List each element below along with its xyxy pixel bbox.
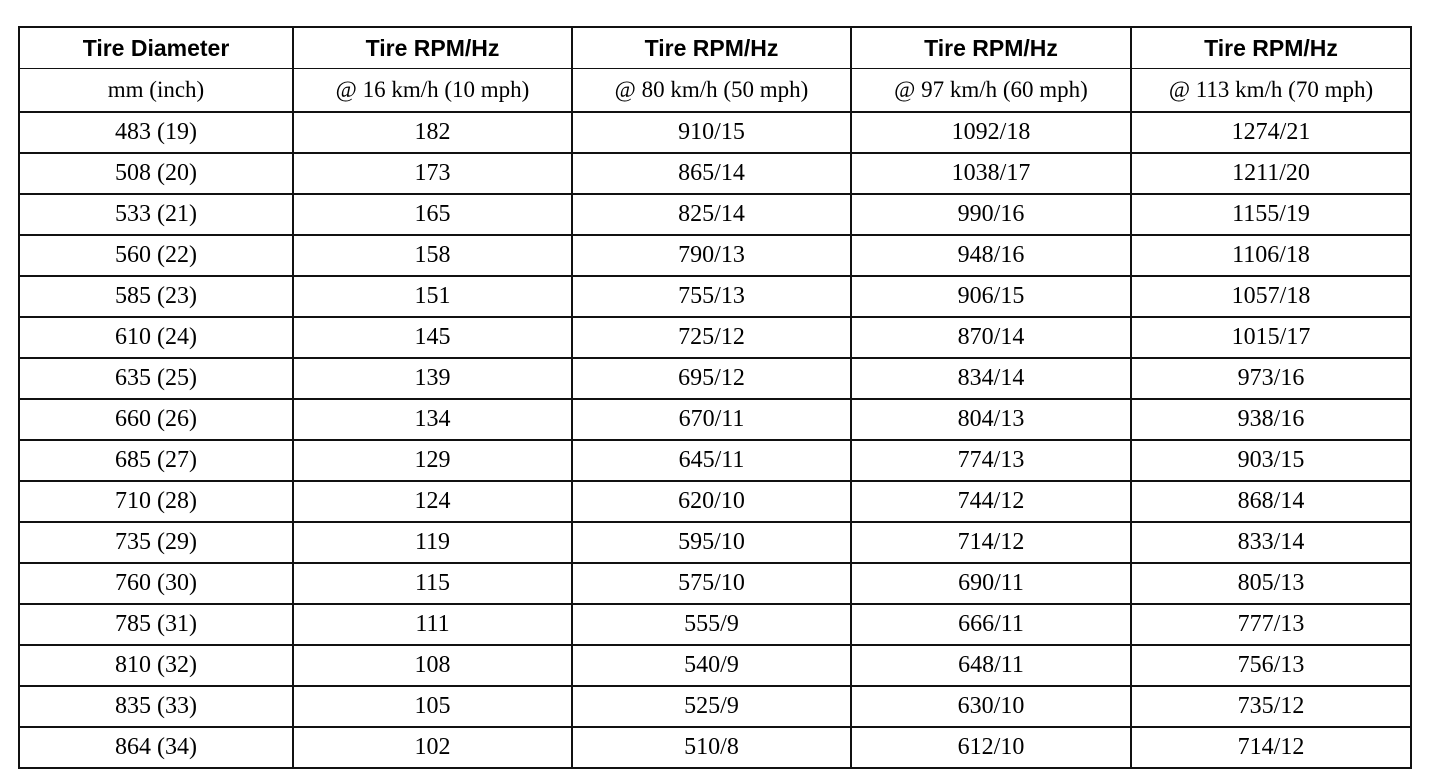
cell-rpm-113: 868/14: [1131, 481, 1411, 522]
cell-rpm-113: 1211/20: [1131, 153, 1411, 194]
cell-rpm-16: 182: [293, 112, 572, 153]
cell-rpm-16: 139: [293, 358, 572, 399]
cell-rpm-16: 158: [293, 235, 572, 276]
cell-rpm-16: 119: [293, 522, 572, 563]
table-row: [19, 563, 1411, 604]
cell-rpm-80: 725/12: [572, 317, 851, 358]
header-title-rpm-97: Tire RPM/Hz: [851, 27, 1131, 69]
cell-rpm-16: 145: [293, 317, 572, 358]
table-row: [19, 727, 1411, 768]
cell-rpm-80: 510/8: [572, 727, 851, 768]
table-row: [19, 235, 1411, 276]
table-row: [19, 645, 1411, 686]
cell-rpm-97: 630/10: [851, 686, 1131, 727]
cell-diameter: 835 (33): [19, 686, 293, 727]
cell-rpm-97: 666/11: [851, 604, 1131, 645]
header-title-rpm-80: Tire RPM/Hz: [572, 27, 851, 69]
cell-rpm-113: 938/16: [1131, 399, 1411, 440]
table-row: [19, 481, 1411, 522]
cell-rpm-80: 645/11: [572, 440, 851, 481]
cell-rpm-113: 735/12: [1131, 686, 1411, 727]
table-row: [19, 440, 1411, 481]
cell-diameter: 685 (27): [19, 440, 293, 481]
cell-rpm-80: 695/12: [572, 358, 851, 399]
header-subtitle-row: [19, 69, 1411, 113]
cell-diameter: 560 (22): [19, 235, 293, 276]
table-row: [19, 112, 1411, 153]
cell-diameter: 585 (23): [19, 276, 293, 317]
cell-rpm-16: 165: [293, 194, 572, 235]
cell-rpm-113: 1015/17: [1131, 317, 1411, 358]
cell-rpm-113: 973/16: [1131, 358, 1411, 399]
cell-rpm-113: 833/14: [1131, 522, 1411, 563]
cell-rpm-97: 990/16: [851, 194, 1131, 235]
table-body: [19, 112, 1411, 768]
table-row: [19, 276, 1411, 317]
table-row: [19, 604, 1411, 645]
cell-diameter: 483 (19): [19, 112, 293, 153]
cell-rpm-97: 906/15: [851, 276, 1131, 317]
cell-rpm-113: 756/13: [1131, 645, 1411, 686]
cell-rpm-16: 115: [293, 563, 572, 604]
cell-rpm-97: 612/10: [851, 727, 1131, 768]
cell-rpm-113: 777/13: [1131, 604, 1411, 645]
cell-rpm-16: 111: [293, 604, 572, 645]
cell-rpm-80: 575/10: [572, 563, 851, 604]
cell-diameter: 710 (28): [19, 481, 293, 522]
cell-rpm-16: 102: [293, 727, 572, 768]
cell-rpm-16: 105: [293, 686, 572, 727]
cell-diameter: 760 (30): [19, 563, 293, 604]
header-sub-diameter: mm (inch): [19, 69, 293, 113]
cell-diameter: 864 (34): [19, 727, 293, 768]
table-row: [19, 399, 1411, 440]
cell-rpm-80: 670/11: [572, 399, 851, 440]
cell-rpm-80: 595/10: [572, 522, 851, 563]
cell-diameter: 810 (32): [19, 645, 293, 686]
cell-diameter: 785 (31): [19, 604, 293, 645]
cell-rpm-80: 525/9: [572, 686, 851, 727]
cell-rpm-97: 648/11: [851, 645, 1131, 686]
tire-rpm-table: [18, 26, 1412, 769]
cell-rpm-97: 690/11: [851, 563, 1131, 604]
tire-rpm-table-container: [18, 26, 1410, 769]
cell-rpm-16: 134: [293, 399, 572, 440]
cell-rpm-80: 910/15: [572, 112, 851, 153]
cell-rpm-16: 173: [293, 153, 572, 194]
cell-rpm-80: 790/13: [572, 235, 851, 276]
header-title-rpm-113: Tire RPM/Hz: [1131, 27, 1411, 69]
cell-rpm-97: 834/14: [851, 358, 1131, 399]
cell-diameter: 635 (25): [19, 358, 293, 399]
table-row: [19, 358, 1411, 399]
header-sub-rpm-16: @ 16 km/h (10 mph): [293, 69, 572, 113]
cell-diameter: 610 (24): [19, 317, 293, 358]
cell-diameter: 508 (20): [19, 153, 293, 194]
cell-rpm-97: 1038/17: [851, 153, 1131, 194]
table-row: [19, 522, 1411, 563]
cell-rpm-113: 903/15: [1131, 440, 1411, 481]
cell-rpm-80: 620/10: [572, 481, 851, 522]
cell-rpm-113: 805/13: [1131, 563, 1411, 604]
cell-rpm-80: 540/9: [572, 645, 851, 686]
cell-rpm-113: 714/12: [1131, 727, 1411, 768]
table-row: [19, 194, 1411, 235]
table-header: [19, 27, 1411, 112]
cell-diameter: 735 (29): [19, 522, 293, 563]
table-row: [19, 686, 1411, 727]
header-title-rpm-16: Tire RPM/Hz: [293, 27, 572, 69]
cell-rpm-16: 151: [293, 276, 572, 317]
cell-rpm-80: 825/14: [572, 194, 851, 235]
cell-rpm-80: 865/14: [572, 153, 851, 194]
header-sub-rpm-97: @ 97 km/h (60 mph): [851, 69, 1131, 113]
cell-rpm-97: 870/14: [851, 317, 1131, 358]
cell-rpm-80: 555/9: [572, 604, 851, 645]
header-title-row: [19, 27, 1411, 69]
cell-rpm-113: 1155/19: [1131, 194, 1411, 235]
cell-rpm-16: 124: [293, 481, 572, 522]
cell-rpm-97: 774/13: [851, 440, 1131, 481]
table-row: [19, 153, 1411, 194]
cell-rpm-97: 744/12: [851, 481, 1131, 522]
cell-rpm-97: 714/12: [851, 522, 1131, 563]
cell-rpm-97: 1092/18: [851, 112, 1131, 153]
cell-rpm-113: 1057/18: [1131, 276, 1411, 317]
header-sub-rpm-80: @ 80 km/h (50 mph): [572, 69, 851, 113]
cell-diameter: 533 (21): [19, 194, 293, 235]
table-row: [19, 317, 1411, 358]
cell-rpm-16: 129: [293, 440, 572, 481]
cell-rpm-113: 1106/18: [1131, 235, 1411, 276]
header-sub-rpm-113: @ 113 km/h (70 mph): [1131, 69, 1411, 113]
cell-rpm-113: 1274/21: [1131, 112, 1411, 153]
cell-rpm-97: 804/13: [851, 399, 1131, 440]
cell-rpm-80: 755/13: [572, 276, 851, 317]
cell-rpm-16: 108: [293, 645, 572, 686]
cell-diameter: 660 (26): [19, 399, 293, 440]
header-title-diameter: Tire Diameter: [19, 27, 293, 69]
cell-rpm-97: 948/16: [851, 235, 1131, 276]
